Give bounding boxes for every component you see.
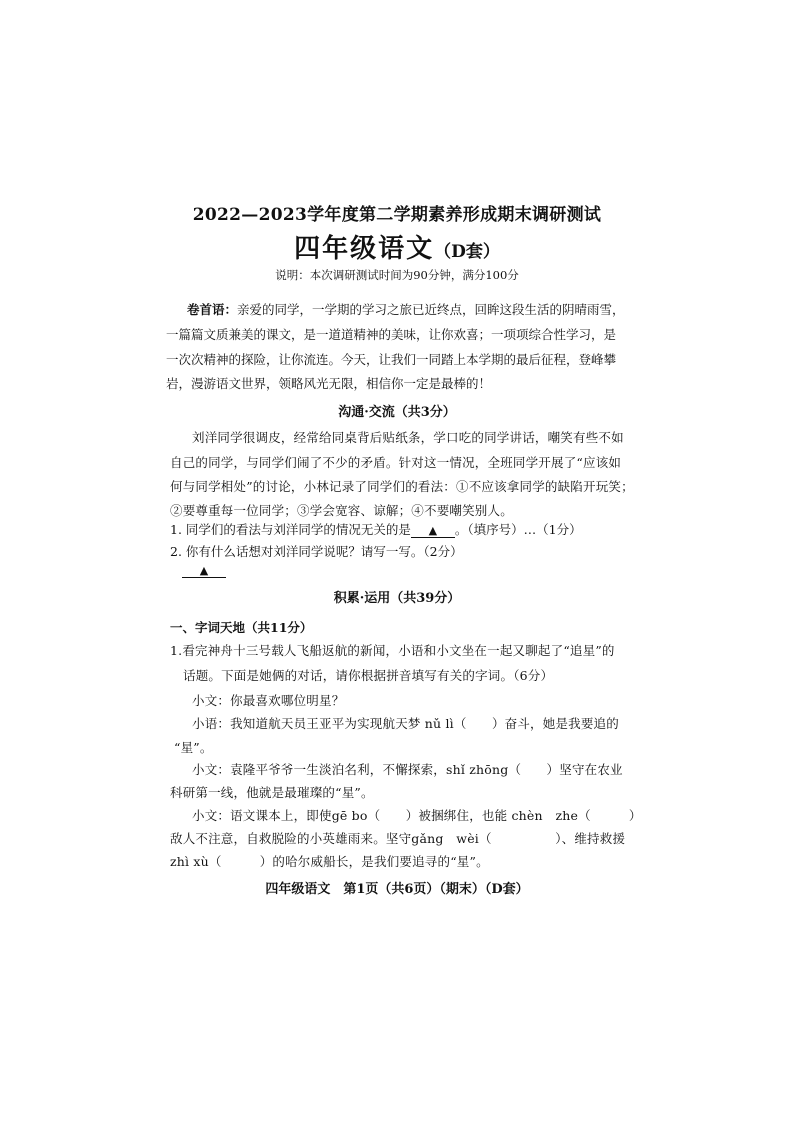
dialogue-line-4c: zhì xù（ ）的哈尔威船长，是我们要追寻的“星”。 [170,854,489,869]
s2-q1-line-2: 话题。下面是她俩的对话，请你根据拼音填写有关的字词。（6分） [183,668,554,683]
exam-title-line1: 2022—2023学年度第二学期素养形成期末调研测试 [192,205,602,225]
exam-note: 说明：本次调研测试时间为90分钟，满分100分 [275,268,519,282]
section-heading-accumulation: 积累·运用（共39分） [333,591,461,606]
section1-line-1: 刘洋同学很调皮，经常给同桌背后贴纸条，学口吃的同学讲话，嘲笑有些不如 [192,430,624,445]
section1-line-3: 何与同学相处”的讨论，小林记录了同学们的看法：①不应该拿同学的缺陷开玩笑； [170,479,634,494]
subject-title: 四年级语文 [294,234,435,264]
preface-label: 卷首语： [187,302,238,317]
page-footer: 四年级语文 第1页（共6页）（期末）（D套） [265,882,529,897]
preface-line-3: 一次次精神的探险，让你流连。今天，让我们一同踏上本学期的最后征程，登峰攀 [166,352,617,367]
dialogue-line-2a: 小语：我知道航天员王亚平为实现航天梦 nǔ lì（ ）奋斗，她是我要追的 [192,716,619,731]
preface-line-1: 卷首语：亲爱的同学，一学期的学习之旅已近终点，回眸这段生活的阴晴雨雪， [187,302,625,317]
exam-title-main [0,228,794,265]
question-1-end: 。（填序号）…（1分） [454,522,582,537]
question-1-text: 1. 同学们的看法与刘洋同学的情况无关的是 [170,522,411,537]
dialogue-line-2b: “星”。 [174,740,213,755]
question-1 [170,520,582,538]
set-label: （D套） [434,242,500,262]
question-2: 2. 你有什么话想对刘洋同学说呢？请写一写。（2分） [170,544,463,559]
section1-line-2: 自己的同学，与同学们闹了不少的矛盾。针对这一情况，全班同学开展了“应该如 [170,455,622,470]
s2-q1-line-1: 1.看完神舟十三号载人飞船返航的新闻，小语和小文坐在一起又聊起了“追星”的 [170,643,615,658]
dialogue-line-1: 小文：你最喜欢哪位明星？ [192,693,345,708]
dialogue-line-3b: 科研第一线，他就是最璀璨的“星”。 [170,785,374,800]
subsection-heading: 一、字词天地（共11分） [170,620,313,635]
dialogue-line-3a: 小文：袁隆平爷爷一生淡泊名利，不懈探索，shǐ zhōng（ ）坚守在农业 [192,762,623,777]
answer-blank-2[interactable] [182,562,226,578]
preface-line-4: 岩，漫游语文世界，领略风光无限，相信你一定是最棒的！ [166,376,492,391]
preface-line-2: 一篇篇文质兼美的课文，是一道道精神的美味，让你欢喜；一项项综合性学习，是 [166,327,617,342]
dialogue-line-4b: 敌人不注意，自救脱险的小英雄雨来。坚守gǎng wèi（ ）、维持救援 [170,831,626,846]
section-heading-communication: 沟通·交流（共3分） [338,405,456,420]
dialogue-line-4a: 小文：语文课本上，即使gē bo（ ）被捆绑住，也能 chèn zhe（ ） [192,808,642,823]
answer-blank-2-line: ▲ [182,562,226,578]
answer-blank-1[interactable]: ▲ [411,522,455,538]
section1-line-4: ②要尊重每一位同学；③学会宽容、谅解；④不要嘲笑别人。 [170,503,513,518]
